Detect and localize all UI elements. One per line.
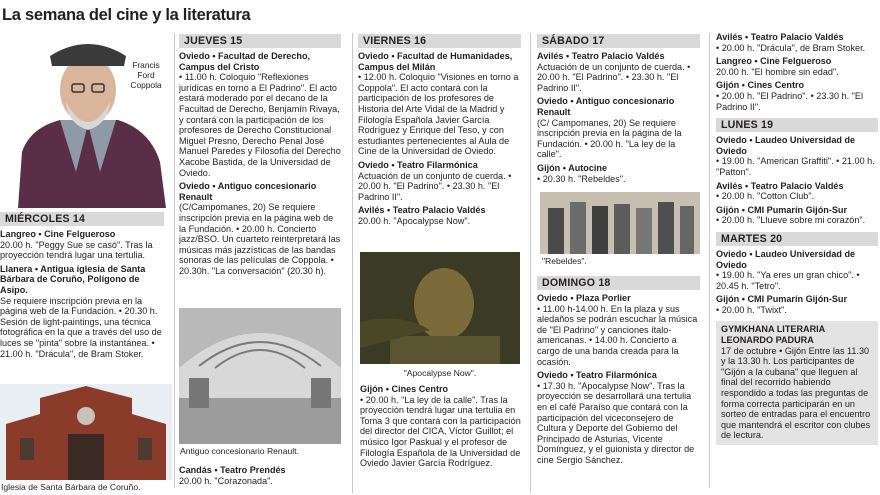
venue: Avilés • Teatro Palacio Valdés [358, 205, 486, 216]
column-divider [530, 33, 531, 493]
day-header: SÁBADO 17 [537, 34, 700, 48]
event-text: 20.00 h. "Peggy Sue se casó". Tras la proyección tendrá lugar una tertulia. [0, 239, 153, 261]
jueves-tail [179, 465, 341, 491]
portrait-photo [8, 32, 166, 208]
day-header: DOMINGO 18 [537, 276, 700, 290]
venue: Gijón • Autocine [537, 162, 608, 173]
event-text: 20.00 h. "Corazonada". [179, 475, 273, 486]
event-text: • 20.00 h. "Drácula", de Bram Stoker. [716, 42, 866, 53]
column-jueves [179, 34, 341, 306]
column-domingo [537, 276, 700, 490]
rebeldes-photo-caption: "Rebeldes". [542, 256, 587, 266]
event-text: • 17.30 h. "Apocalypse Now". Tras la proyección se desarrollará una tertulia en el café Paraíso que contará con la participación del viceconsejero de Cultura y Deporte del Gobierno del Principado de Asturias, Vicente Domínguez, y el guionista y director de cine Sergio Sánchez. [537, 380, 695, 465]
venue: Oviedo • Teatro Filarmónica [358, 159, 478, 170]
event-text: • 20.00 h. "Cotton Club". [716, 191, 815, 202]
venue: Langreo • Cine Felgueroso [0, 229, 116, 239]
event-text: (C/Campomanes, 20) Se requiere inscripción previa en la página web de la Fundación. • 20.00 h. Concierto jazz/BSO. Un cuarteto reinterpretará las músicas más jazzísticas de las bandas sonoras de las películas de Coppola. • 20.30h. "La conversación" (20.30 h). [179, 202, 341, 276]
venue: Oviedo • Antiguo concesionario Renault [537, 96, 675, 117]
day-header: LUNES 19 [716, 118, 878, 132]
venue: Oviedo • Antiguo concesionario Renault [179, 181, 317, 202]
day-header: MIÉRCOLES 14 [0, 212, 164, 226]
gymkhana-box [716, 321, 878, 445]
venue: Gijón • Cines Centro [360, 384, 449, 394]
apocalypse-now-photo [360, 252, 520, 364]
event-text: Actuación de un conjunto de cuerda. • 20.00 h. "El Padrino". • 23.30 h. "El Padrino II". [358, 170, 512, 202]
venue: Llanera • Antigua iglesia de Santa Bárbara de Coruño, Polígono de Asipo. [0, 263, 146, 295]
column-miercoles [0, 212, 164, 380]
column-divider [352, 33, 353, 493]
event-text: • 20.00 h. "La ley de la calle". Tras la proyección tendrá lugar una tertulia en Toma 3 que contará con la participación del director del CICA, Víctor Guillot; el músico Igor Paskual y el profesor de Filología Española de la Universidad de Oviedo Javier García Rodríguez. [360, 394, 521, 469]
event-text: • 20.30 h. "Rebeldes". [537, 173, 626, 184]
church-photo [0, 384, 172, 480]
venue: Avilés • Teatro Palacio Valdés [716, 32, 844, 42]
column-sabado [537, 34, 700, 190]
event-text: • 19.00 h. "Ya eres un gran chico". • 20.45 h. "Tetro". [716, 270, 860, 291]
column-divider [709, 33, 710, 488]
event-text: • 20.00 h. "El Padrino". • 23.30 h. "El Padrino II". [716, 90, 863, 112]
column-lunes-martes [716, 32, 878, 492]
venue: Candás • Teatro Prendés [179, 465, 286, 475]
venue: Langreo • Cine Felgueroso [716, 56, 832, 67]
portrait-caption: Francis Ford Coppola [130, 60, 162, 90]
day-header: JUEVES 15 [179, 34, 341, 48]
event-text: • 12.00 h. Coloquio "Visiones en torno a Coppola". El acto contará con la participación de los profesores de Historia del Arte Vidal de la Madrid y Filología Española Javier García Rodríguez y Enrique del Teso, y con estudiantes pertenecientes al Aula de Cine de la Universidad de Oviedo. [358, 72, 519, 157]
venue: Avilés • Teatro Palacio Valdés [716, 180, 844, 191]
page-title: La semana del cine y la literatura [2, 6, 251, 24]
renault-photo [179, 308, 341, 444]
rebeldes-photo [540, 192, 700, 254]
viernes-tail [360, 384, 522, 492]
venue: Gijón • Cines Centro [716, 80, 805, 91]
venue: Avilés • Teatro Palacio Valdés [537, 51, 665, 61]
apocalypse-photo-caption: "Apocalypse Now". [403, 368, 477, 378]
event-text: (C/ Campomanes, 20) Se requiere inscripción previa en la página de la Fundación. • 20.00 h. "La ley de la calle". [537, 117, 682, 160]
day-header: MARTES 20 [716, 232, 878, 246]
event-text: • 20.00 h. "Twixt". [716, 304, 787, 315]
event-text: • 11.00 h. Coloquio "Reflexiones jurídicas en torno a El Padrino". El acto estará moderado por el decano de la Facultad de Derecho, Benjamín Rivaya, y contará con la participación de los profesores de Derecho Constitucional Miguel Presno, Derecho Penal José Manuel Paredes y Filosofía del Derecho Xacobe Bastida, de la Universidad de Oviedo. [179, 72, 341, 178]
venue: Oviedo • Laudeo Universidad de Oviedo [716, 135, 856, 156]
column-divider [174, 33, 175, 488]
event-text: • 11.00 h-14.00 h. En la plaza y sus aledaños se podrán escuchar la música de "El Padrino" y canciones ítalo-americanas. • 14.00 h. Concierto a cargo de una banda creada para la ocasión. [537, 303, 698, 367]
venue: Gijón • CMI Pumarín Gijón-Sur [716, 294, 848, 305]
venue: Oviedo • Teatro Filarmónica [537, 370, 657, 381]
venue: Oviedo • Plaza Porlier [537, 293, 631, 303]
event-text: • 20.00 h. "Llueve sobre mi corazón". [716, 215, 866, 226]
gymkhana-text: 17 de octubre • Gijón Entre las 11.30 y la 13.30 h. Los participantes de "Gijón a la cubana" que lleguen al final del recorrido habiendo respondido a todas las preguntas de forma correcta participarán en un sorteo de entradas para el encuentro que mantendrá el escritor con clubes de lectura. [721, 345, 871, 441]
gymkhana-title: GYMKHANA LITERARIA LEONARDO PADURA [721, 324, 825, 346]
venue: Gijón • CMI Pumarín Gijón-Sur [716, 204, 848, 215]
event-text: 20.00 h. "El hombre sin edad". [716, 66, 839, 77]
venue: Oviedo • Facultad de Derecho, Campus del Cristo [179, 51, 311, 72]
church-photo-caption: Iglesia de Santa Bárbara de Coruño. [1, 482, 141, 492]
venue: Oviedo • Laudeo Universidad de Oviedo [716, 248, 856, 270]
venue: Oviedo • Facultad de Humanidades, Campus del Milán [358, 51, 513, 72]
event-text: 20.00 h. "Apocalypse Now". [358, 215, 471, 226]
event-text: • 19.00 h. "American Graffiti". • 21.00 h. "Patton". [716, 156, 875, 177]
event-text: Se requiere inscripción previa en la página web de la Fundación. • 20.30 h. Sesión de light-paintings, una técnica fotográfica en la que a través del uso de luces se "pinta" sobre la instantánea. • 21.00 h. "Drácula", de Bram Stoker. [0, 295, 162, 359]
day-header: VIERNES 16 [358, 34, 521, 48]
event-text: Actuación de un conjunto de cuerda. • 20.00 h. "El Padrino". • 23.30 h. "El Padrino II". [537, 61, 691, 93]
renault-photo-caption: Antiguo concesionario Renault. [180, 446, 299, 456]
column-viernes [358, 34, 521, 248]
